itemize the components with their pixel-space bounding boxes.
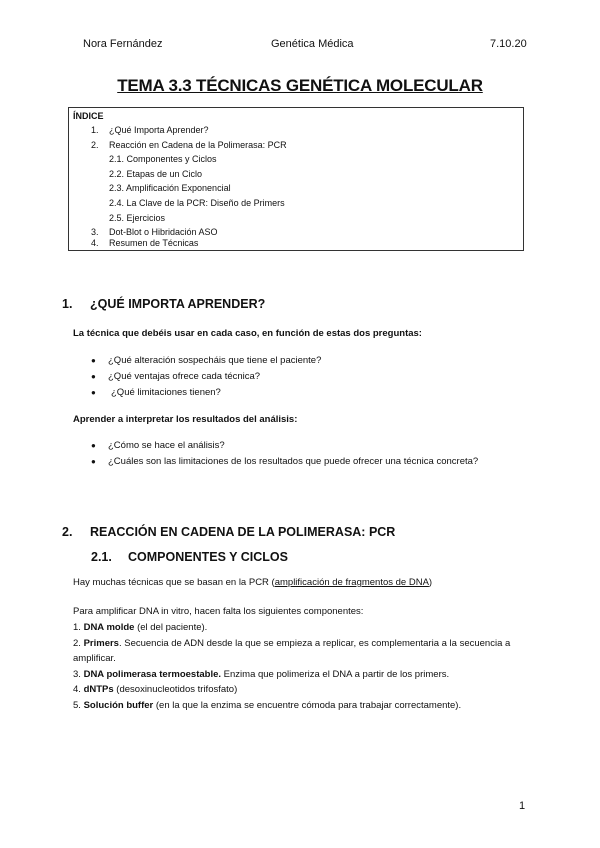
section1-intro: La técnica que debéis usar en cada caso, en función de estas dos preguntas:	[73, 328, 422, 339]
list-item: ¿Qué alteración sospecháis que tiene el paciente?	[108, 355, 322, 366]
toc-item: 2.	[91, 139, 99, 150]
list-item: ¿Cómo se hace el análisis?	[108, 440, 225, 451]
component-item-continued: amplificar.	[73, 653, 116, 664]
bullet-icon: ●	[91, 388, 96, 397]
section2-paragraph1: Hay muchas técnicas que se basan en la PCR (amplificación de fragmentos de DNA)	[73, 577, 433, 588]
toc-item-label: 2.5. Ejercicios	[109, 212, 166, 223]
section1-intro2: Aprender a interpretar los resultados del análisis:	[73, 414, 298, 425]
toc-item-label: 2.3. Amplificación Exponencial	[109, 183, 231, 194]
bullet-icon: ●	[91, 441, 96, 450]
toc-item-label: ¿Qué Importa Aprender?	[109, 125, 209, 135]
bullet-icon: ●	[91, 457, 96, 466]
toc-item-label: Resumen de Técnicas	[109, 238, 199, 248]
table-of-contents	[68, 107, 524, 251]
header-subject: Genética Médica	[271, 38, 354, 50]
component-item: 5. Solución buffer (en la que la enzima se encuentre cómoda para trabajar correctamente).	[73, 700, 462, 711]
header-date: 7.10.20	[490, 38, 527, 50]
page-title: TEMA 3.3 TÉCNICAS GENÉTICA MOLECULAR	[117, 76, 483, 95]
header-author: Nora Fernández	[83, 38, 163, 50]
component-item: 2. Primers. Secuencia de ADN desde la que se empieza a replicar, es complementaria a la secuencia a	[73, 638, 511, 649]
list-item: ¿Cuáles son las limitaciones de los resultados que puede ofrecer una técnica concreta?	[108, 456, 479, 467]
toc-item: 1.	[91, 125, 99, 135]
section1-title: ¿QUÉ IMPORTA APRENDER?	[90, 297, 266, 311]
toc-item: 3.	[91, 227, 99, 238]
section2-title: REACCIÓN EN CADENA DE LA POLIMERASA: PCR	[90, 525, 396, 539]
list-item: ¿Qué ventajas ofrece cada técnica?	[108, 371, 261, 382]
component-item: 1. DNA molde (el del paciente).	[73, 622, 208, 633]
toc-item-label: Reacción en Cadena de la Polimerasa: PCR	[109, 139, 287, 150]
component-item: 4. dNTPs (desoxinucleotidos trifosfato)	[73, 684, 238, 695]
bullet-icon: ●	[91, 372, 96, 381]
underlined-phrase: amplificación de fragmentos de DNA	[274, 577, 429, 588]
section2-sub-number: 2.1.	[91, 550, 112, 564]
toc-item: 4.	[91, 238, 99, 248]
bullet-icon: ●	[91, 356, 96, 365]
toc-item-label: 2.1. Componentes y Ciclos	[109, 154, 217, 165]
toc-item-label: Dot-Blot o Hibridación ASO	[109, 227, 218, 238]
toc-heading: ÍNDICE	[73, 111, 104, 121]
section2-paragraph2: Para amplificar DNA in vitro, hacen falta los siguientes componentes:	[73, 606, 364, 617]
list-item: ¿Qué limitaciones tienen?	[111, 387, 221, 398]
section1-number: 1.	[62, 297, 73, 311]
component-item: 3. DNA polimerasa termoestable. Enzima que polimeriza el DNA a partir de los primers.	[73, 669, 450, 680]
toc-item-label: 2.2. Etapas de un Ciclo	[109, 168, 203, 179]
toc-item-label: 2.4. La Clave de la PCR: Diseño de Primers	[109, 198, 285, 208]
section2-number: 2.	[62, 525, 73, 539]
page-number: 1	[519, 800, 526, 812]
section2-sub-title: COMPONENTES Y CICLOS	[128, 550, 288, 564]
